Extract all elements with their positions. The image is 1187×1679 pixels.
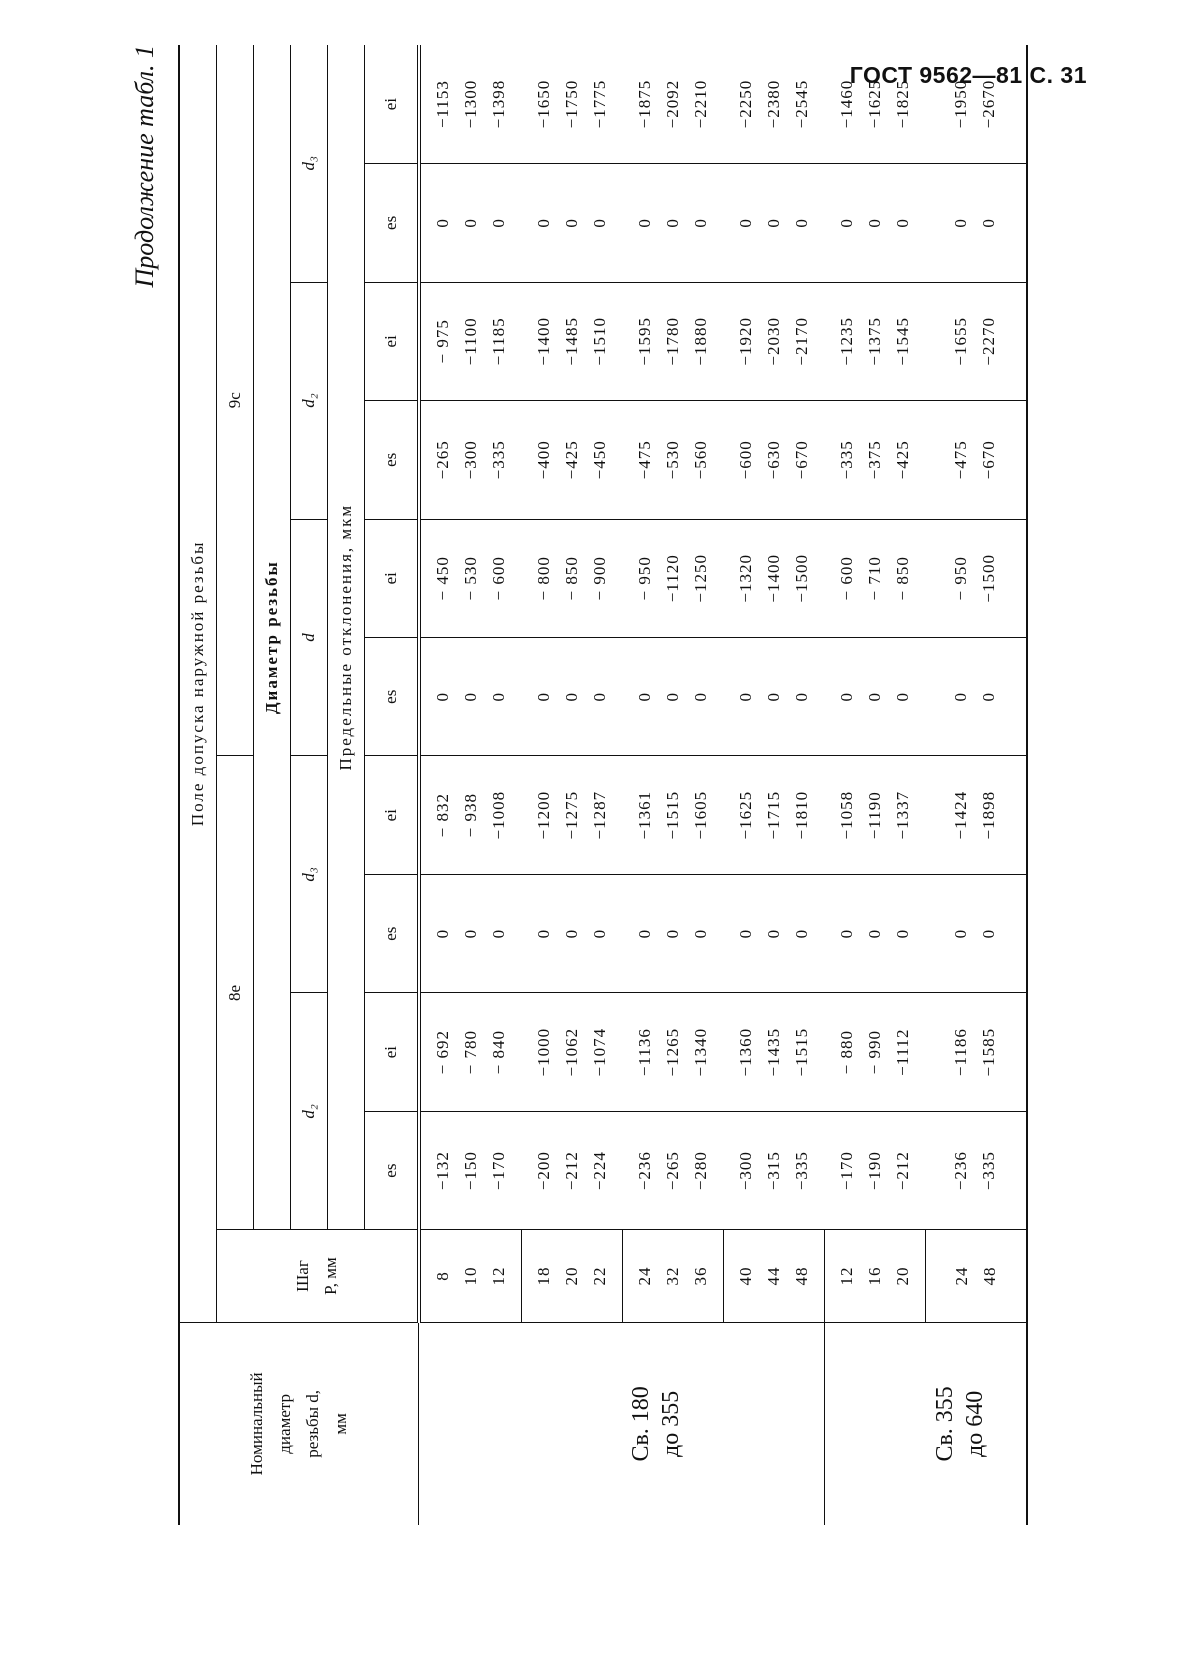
deviation-cell: − 600 − 710 − 850 bbox=[824, 519, 925, 637]
header-ei: ei bbox=[365, 993, 419, 1111]
deviation-cell: −1320 −1400 −1500 bbox=[723, 519, 824, 637]
page-header: ГОСТ 9562—81 С. 31 bbox=[849, 62, 1087, 88]
deviation-cell: 0 0 0 bbox=[622, 164, 723, 282]
table-row bbox=[521, 45, 622, 1525]
tolerance-table bbox=[178, 45, 1028, 1525]
deviation-cell: 0 0 0 bbox=[824, 164, 925, 282]
step-values: 18 20 22 bbox=[521, 1230, 622, 1322]
header-ei: ei bbox=[365, 282, 419, 400]
table-row bbox=[925, 45, 1027, 1525]
deviation-cell: −1650 −1750 −1775 bbox=[533, 79, 609, 129]
header-tolerance-field: Поле допуска наружной резьбы bbox=[179, 45, 217, 1322]
deviation-cell: − 450 − 530 − 600 bbox=[419, 519, 522, 637]
table-row bbox=[824, 45, 925, 1525]
header-es: es bbox=[365, 638, 419, 756]
deviation-cell: − 800 − 850 − 900 bbox=[521, 519, 622, 637]
deviation-cell: −1235 −1375 −1545 bbox=[824, 282, 925, 400]
deviation-cell: 0 0 0 bbox=[419, 164, 522, 282]
deviation-cell: −1058 −1190 −1337 bbox=[824, 756, 925, 874]
deviation-cell: −475 −670 bbox=[925, 401, 1027, 519]
header-deviations: Предельные отклонения, мкм bbox=[328, 45, 365, 1230]
header-step: Шаг P, мм bbox=[217, 1230, 419, 1322]
deviation-cell: −1595 −1780 −1880 bbox=[622, 282, 723, 400]
deviation-cell: −265 −300 −335 bbox=[419, 401, 522, 519]
step-values: 24 48 bbox=[925, 1230, 1027, 1322]
deviation-cell: −236 −265 −280 bbox=[622, 1111, 723, 1229]
deviation-cell: −200 −212 −224 bbox=[521, 1111, 622, 1229]
deviation-cell: −1000 −1062 −1074 bbox=[521, 993, 622, 1111]
deviation-cell: − 975 −1100 −1185 bbox=[419, 282, 522, 400]
deviation-cell: 0 0 0 bbox=[723, 638, 824, 756]
deviation-cell: −1200 −1275 −1287 bbox=[521, 756, 622, 874]
deviation-cell: −132 −150 −170 bbox=[419, 1111, 522, 1229]
deviation-cell: −1460 −1625 −1825 bbox=[836, 79, 912, 129]
header-d3-8e: d₃ bbox=[291, 756, 328, 993]
deviation-cell: −1875 −2092 −2210 bbox=[634, 79, 710, 129]
deviation-cell: −1400 −1485 −1510 bbox=[521, 282, 622, 400]
header-nominal-diameter: Номинальный диаметр резьбы d, мм bbox=[179, 1322, 419, 1525]
deviation-cell: − 832 − 938 −1008 bbox=[419, 756, 522, 874]
deviation-cell: −1424 −1898 bbox=[925, 756, 1027, 874]
deviation-cell: −1361 −1515 −1605 bbox=[622, 756, 723, 874]
header-d2-9c: d₂ bbox=[291, 282, 328, 519]
deviation-cell: −1186 −1585 bbox=[925, 993, 1027, 1111]
deviation-cell: −1920 −2030 −2170 bbox=[723, 282, 824, 400]
header-es: es bbox=[365, 401, 419, 519]
step-values: 40 44 48 bbox=[723, 1230, 824, 1322]
deviation-cell: 0 0 bbox=[925, 638, 1027, 756]
deviation-cell: −600 −630 −670 bbox=[723, 401, 824, 519]
deviation-cell: 0 0 0 bbox=[824, 638, 925, 756]
deviation-cell: −236 −335 bbox=[925, 1111, 1027, 1229]
deviation-cell: −1950 −2670 bbox=[951, 79, 999, 129]
step-values: 24 32 36 bbox=[622, 1230, 723, 1322]
table-body bbox=[419, 45, 1027, 1525]
deviation-cell: 0 0 0 bbox=[419, 874, 522, 992]
header-thread-diameter: Диаметр резьбы bbox=[254, 45, 291, 1230]
deviation-cell: −335 −375 −425 bbox=[824, 401, 925, 519]
deviation-cell: −1360 −1435 −1515 bbox=[723, 993, 824, 1111]
header-ei: ei bbox=[365, 519, 419, 637]
deviation-cell: 0 0 0 bbox=[521, 164, 622, 282]
deviation-cell: − 692 − 780 − 840 bbox=[419, 993, 522, 1111]
deviation-cell: 0 0 bbox=[925, 874, 1027, 992]
deviation-cell: − 950 −1120 −1250 bbox=[622, 519, 723, 637]
deviation-cell: 0 0 0 bbox=[824, 874, 925, 992]
header-d3-9c: d₃ bbox=[291, 45, 328, 282]
deviation-cell: −400 −425 −450 bbox=[521, 401, 622, 519]
header-d2-8e: d₂ bbox=[291, 993, 328, 1230]
header-ei: ei bbox=[365, 756, 419, 874]
header-field-8e: 8e bbox=[217, 756, 254, 1230]
deviation-cell: − 950 −1500 bbox=[925, 519, 1027, 637]
deviation-cell: −300 −315 −335 bbox=[723, 1111, 824, 1229]
table-row bbox=[419, 45, 522, 1525]
diameter-range: Св. 180 до 355 bbox=[419, 1322, 825, 1525]
step-values: 8 10 12 bbox=[419, 1230, 522, 1322]
deviation-cell: 0 0 0 bbox=[521, 638, 622, 756]
deviation-cell: − 880 − 990 −1112 bbox=[824, 993, 925, 1111]
deviation-cell: 0 0 0 bbox=[622, 874, 723, 992]
diameter-range: Св. 355 до 640 bbox=[824, 1322, 1027, 1525]
deviation-cell: 0 0 0 bbox=[723, 164, 824, 282]
deviation-cell: 0 0 0 bbox=[419, 638, 522, 756]
deviation-cell: −475 −530 −560 bbox=[622, 401, 723, 519]
table-row bbox=[622, 45, 723, 1525]
deviation-cell: 0 0 bbox=[925, 164, 1027, 282]
step-values: 12 16 20 bbox=[824, 1230, 925, 1322]
header-ei: ei bbox=[365, 45, 419, 164]
deviation-cell: 0 0 0 bbox=[622, 638, 723, 756]
deviation-cell: −2250 −2380 −2545 bbox=[735, 79, 811, 129]
header-field-9c: 9c bbox=[217, 45, 254, 756]
header-es: es bbox=[365, 874, 419, 992]
table-row bbox=[723, 45, 824, 1525]
header-d-9c: d bbox=[291, 519, 328, 756]
deviation-cell: −170 −190 −212 bbox=[824, 1111, 925, 1229]
rotated-table-block bbox=[130, 45, 1058, 1525]
table-caption: Продолжение табл. 1 bbox=[130, 45, 159, 288]
deviation-cell: 0 0 0 bbox=[723, 874, 824, 992]
header-es: es bbox=[365, 164, 419, 282]
deviation-cell: −1655 −2270 bbox=[925, 282, 1027, 400]
header-es: es bbox=[365, 1111, 419, 1229]
deviation-cell: −1625 −1715 −1810 bbox=[723, 756, 824, 874]
deviation-cell: −1136 −1265 −1340 bbox=[622, 993, 723, 1111]
deviation-cell: −1153 −1300 −1398 bbox=[432, 79, 508, 129]
deviation-cell: 0 0 0 bbox=[521, 874, 622, 992]
